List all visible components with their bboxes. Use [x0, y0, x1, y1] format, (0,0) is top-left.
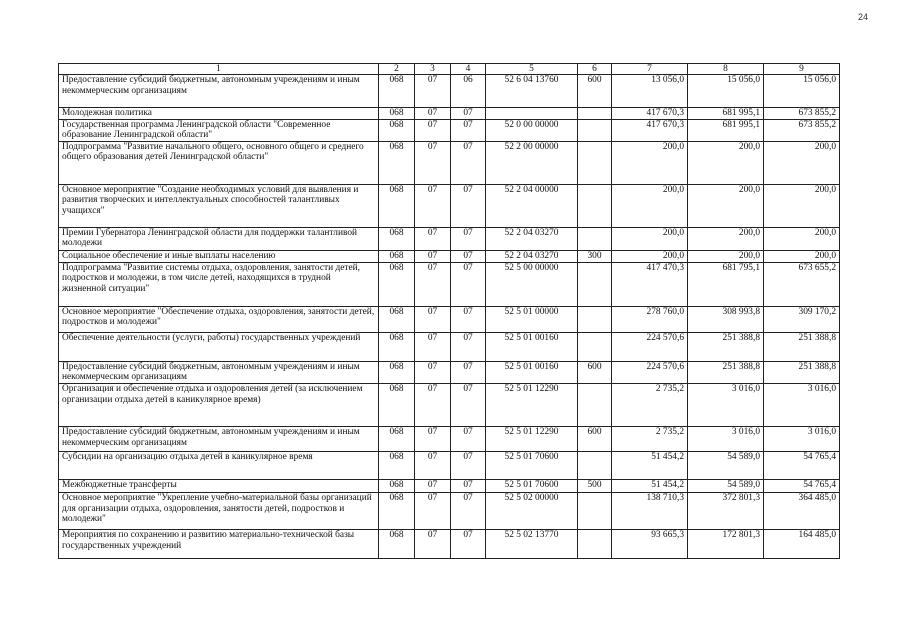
row-name-cell: Государственная программа Ленинградской области "Современное образование Ленинградской области" — [59, 119, 379, 141]
admin-code-cell: 068 — [379, 108, 415, 120]
row-name-cell: Основное мероприятие "Обеспечение отдыха, оздоровления, занятости детей, подростков и молодежи" — [59, 306, 379, 332]
subsection-cell: 07 — [451, 306, 486, 332]
expense-type-cell: 600 — [578, 426, 612, 451]
expense-type-cell: 600 — [578, 75, 612, 108]
subsection-cell: 07 — [451, 479, 486, 492]
admin-code-cell: 068 — [379, 119, 415, 141]
section-cell: 07 — [415, 75, 451, 108]
value-2022-cell: 15 056,0 — [688, 75, 764, 108]
section-cell: 07 — [415, 479, 451, 492]
admin-code-cell: 068 — [379, 426, 415, 451]
section-cell: 07 — [415, 383, 451, 426]
admin-code-cell: 068 — [379, 383, 415, 426]
target-article-cell: 52 5 01 70600 — [486, 451, 578, 479]
admin-code-cell: 068 — [379, 492, 415, 529]
table-row — [59, 426, 840, 451]
subsection-cell: 07 — [451, 262, 486, 306]
section-cell: 07 — [415, 250, 451, 262]
subsection-cell: 07 — [451, 492, 486, 529]
value-2021-cell: 200,0 — [612, 141, 688, 184]
target-article-cell: 52 2 04 03270 — [486, 227, 578, 250]
admin-code-cell: 068 — [379, 184, 415, 227]
expense-type-cell — [578, 492, 612, 529]
expense-type-cell: 300 — [578, 250, 612, 262]
target-article-cell: 52 5 00 00000 — [486, 262, 578, 306]
row-name-cell: Субсидии на организацию отдыха детей в каникулярное время — [59, 451, 379, 479]
target-article-cell: 52 5 01 70600 — [486, 479, 578, 492]
row-name-cell: Подпрограмма "Развитие системы отдыха, оздоровления, занятости детей, подростков и молодежи, в том числе детей, находящихся в трудной жизненной ситуации" — [59, 262, 379, 306]
value-2021-cell: 93 665,3 — [612, 529, 688, 558]
value-2023-cell: 3 016,0 — [764, 426, 840, 451]
value-2023-cell: 54 765,4 — [764, 479, 840, 492]
page-number: 24 — [858, 12, 869, 22]
table-row — [59, 479, 840, 492]
table-row — [59, 184, 840, 227]
value-2021-cell: 417 670,3 — [612, 119, 688, 141]
value-2023-cell: 200,0 — [764, 141, 840, 184]
column-header: 3 — [415, 64, 451, 75]
section-cell: 07 — [415, 306, 451, 332]
expense-type-cell — [578, 451, 612, 479]
admin-code-cell: 068 — [379, 332, 415, 361]
value-2023-cell: 54 765,4 — [764, 451, 840, 479]
section-cell: 07 — [415, 262, 451, 306]
section-cell: 07 — [415, 141, 451, 184]
value-2022-cell: 54 589,0 — [688, 479, 764, 492]
admin-code-cell: 068 — [379, 361, 415, 383]
value-2021-cell: 200,0 — [612, 184, 688, 227]
value-2023-cell: 673 855,2 — [764, 119, 840, 141]
subsection-cell: 07 — [451, 119, 486, 141]
value-2023-cell: 673 655,2 — [764, 262, 840, 306]
row-name-cell: Основное мероприятие "Укрепление учебно-материальной базы организаций для организации отдыха, оздоровления, занятости детей, подростков и молодежи" — [59, 492, 379, 529]
admin-code-cell: 068 — [379, 227, 415, 250]
admin-code-cell: 068 — [379, 479, 415, 492]
table-row — [59, 119, 840, 141]
value-2022-cell: 200,0 — [688, 250, 764, 262]
table-row — [59, 529, 840, 558]
value-2021-cell: 51 454,2 — [612, 479, 688, 492]
admin-code-cell: 068 — [379, 75, 415, 108]
row-name-cell: Социальное обеспечение и иные выплаты населению — [59, 250, 379, 262]
value-2022-cell: 54 589,0 — [688, 451, 764, 479]
value-2022-cell: 3 016,0 — [688, 383, 764, 426]
target-article-cell: 52 6 04 13760 — [486, 75, 578, 108]
row-name-cell: Подпрограмма "Развитие начального общего, основного общего и среднего общего образования детей Ленинградской области" — [59, 141, 379, 184]
column-header: 9 — [764, 64, 840, 75]
table-row — [59, 250, 840, 262]
value-2023-cell: 364 485,0 — [764, 492, 840, 529]
subsection-cell: 07 — [451, 361, 486, 383]
value-2021-cell: 417 470,3 — [612, 262, 688, 306]
row-name-cell: Премии Губернатора Ленинградской области для поддержки талантливой молодежи — [59, 227, 379, 250]
subsection-cell: 07 — [451, 332, 486, 361]
value-2022-cell: 372 801,3 — [688, 492, 764, 529]
target-article-cell: 52 5 01 12290 — [486, 426, 578, 451]
subsection-cell: 07 — [451, 250, 486, 262]
budget-table — [58, 63, 840, 559]
expense-type-cell — [578, 141, 612, 184]
table-row — [59, 492, 840, 529]
budget-table-body — [59, 64, 840, 559]
expense-type-cell: 500 — [578, 479, 612, 492]
column-header: 5 — [486, 64, 578, 75]
value-2022-cell: 681 995,1 — [688, 108, 764, 120]
value-2021-cell: 200,0 — [612, 227, 688, 250]
admin-code-cell: 068 — [379, 529, 415, 558]
expense-type-cell — [578, 262, 612, 306]
table-row — [59, 108, 840, 120]
value-2023-cell: 200,0 — [764, 184, 840, 227]
target-article-cell: 52 5 01 00160 — [486, 332, 578, 361]
value-2021-cell: 2 735,2 — [612, 383, 688, 426]
target-article-cell: 52 2 00 00000 — [486, 141, 578, 184]
column-header: 4 — [451, 64, 486, 75]
target-article-cell: 52 5 01 12290 — [486, 383, 578, 426]
admin-code-cell: 068 — [379, 262, 415, 306]
table-row — [59, 451, 840, 479]
target-article-cell: 52 5 01 00160 — [486, 361, 578, 383]
value-2021-cell: 200,0 — [612, 250, 688, 262]
admin-code-cell: 068 — [379, 451, 415, 479]
row-name-cell: Основное мероприятие "Создание необходимых условий для выявления и развития творческих и интеллектуальных способностей талантливых учащихся" — [59, 184, 379, 227]
row-name-cell: Молодежная политика — [59, 108, 379, 120]
row-name-cell: Мероприятия по сохранению и развитию материально-технической базы государственных учреждений — [59, 529, 379, 558]
value-2023-cell: 673 855,2 — [764, 108, 840, 120]
table-row — [59, 75, 840, 108]
table-row — [59, 262, 840, 306]
value-2022-cell: 251 388,8 — [688, 361, 764, 383]
table-row — [59, 361, 840, 383]
subsection-cell: 07 — [451, 141, 486, 184]
column-header: 8 — [688, 64, 764, 75]
expense-type-cell — [578, 227, 612, 250]
table-row — [59, 306, 840, 332]
row-name-cell: Межбюджетные трансферты — [59, 479, 379, 492]
subsection-cell: 07 — [451, 227, 486, 250]
value-2023-cell: 164 485,0 — [764, 529, 840, 558]
expense-type-cell — [578, 306, 612, 332]
target-article-cell: 52 5 02 13770 — [486, 529, 578, 558]
value-2023-cell: 251 388,8 — [764, 361, 840, 383]
value-2021-cell: 278 760,0 — [612, 306, 688, 332]
subsection-cell: 06 — [451, 75, 486, 108]
column-header: 7 — [612, 64, 688, 75]
target-article-cell — [486, 108, 578, 120]
expense-type-cell: 600 — [578, 361, 612, 383]
section-cell: 07 — [415, 108, 451, 120]
subsection-cell: 07 — [451, 529, 486, 558]
value-2022-cell: 172 801,3 — [688, 529, 764, 558]
admin-code-cell: 068 — [379, 306, 415, 332]
row-name-cell: Предоставление субсидий бюджетным, автономным учреждениям и иным некоммерческим организациям — [59, 426, 379, 451]
table-row — [59, 332, 840, 361]
section-cell: 07 — [415, 451, 451, 479]
value-2022-cell: 681 795,1 — [688, 262, 764, 306]
target-article-cell: 52 5 02 00000 — [486, 492, 578, 529]
value-2023-cell: 3 016,0 — [764, 383, 840, 426]
subsection-cell: 07 — [451, 184, 486, 227]
subsection-cell: 07 — [451, 383, 486, 426]
value-2022-cell: 681 995,1 — [688, 119, 764, 141]
admin-code-cell: 068 — [379, 141, 415, 184]
value-2023-cell: 251 388,8 — [764, 332, 840, 361]
section-cell: 07 — [415, 119, 451, 141]
expense-type-cell — [578, 332, 612, 361]
value-2023-cell: 309 170,2 — [764, 306, 840, 332]
section-cell: 07 — [415, 332, 451, 361]
row-name-cell: Предоставление субсидий бюджетным, автономным учреждениям и иным некоммерческим организациям — [59, 75, 379, 108]
expense-type-cell — [578, 383, 612, 426]
table-header-row — [59, 64, 840, 75]
value-2022-cell: 3 016,0 — [688, 426, 764, 451]
value-2022-cell: 200,0 — [688, 141, 764, 184]
value-2021-cell: 224 570,6 — [612, 361, 688, 383]
subsection-cell: 07 — [451, 108, 486, 120]
section-cell: 07 — [415, 529, 451, 558]
column-header: 6 — [578, 64, 612, 75]
section-cell: 07 — [415, 361, 451, 383]
column-header: 1 — [59, 64, 379, 75]
value-2021-cell: 51 454,2 — [612, 451, 688, 479]
value-2022-cell: 200,0 — [688, 184, 764, 227]
value-2022-cell: 308 993,8 — [688, 306, 764, 332]
target-article-cell: 52 2 04 00000 — [486, 184, 578, 227]
value-2022-cell: 200,0 — [688, 227, 764, 250]
value-2021-cell: 2 735,2 — [612, 426, 688, 451]
target-article-cell: 52 0 00 00000 — [486, 119, 578, 141]
subsection-cell: 07 — [451, 451, 486, 479]
target-article-cell: 52 5 01 00000 — [486, 306, 578, 332]
value-2021-cell: 13 056,0 — [612, 75, 688, 108]
target-article-cell: 52 2 04 03270 — [486, 250, 578, 262]
expense-type-cell — [578, 184, 612, 227]
table-row — [59, 227, 840, 250]
expense-type-cell — [578, 529, 612, 558]
section-cell: 07 — [415, 184, 451, 227]
expense-type-cell — [578, 108, 612, 120]
section-cell: 07 — [415, 492, 451, 529]
column-header: 2 — [379, 64, 415, 75]
section-cell: 07 — [415, 227, 451, 250]
value-2023-cell: 200,0 — [764, 227, 840, 250]
row-name-cell: Предоставление субсидий бюджетным, автономным учреждениям и иным некоммерческим организациям — [59, 361, 379, 383]
row-name-cell: Организация и обеспечение отдыха и оздоровления детей (за исключением организации отдыха детей в каникулярное время) — [59, 383, 379, 426]
table-row — [59, 141, 840, 184]
table-row — [59, 383, 840, 426]
value-2022-cell: 251 388,8 — [688, 332, 764, 361]
section-cell: 07 — [415, 426, 451, 451]
expense-type-cell — [578, 119, 612, 141]
admin-code-cell: 068 — [379, 250, 415, 262]
value-2023-cell: 15 056,0 — [764, 75, 840, 108]
value-2023-cell: 200,0 — [764, 250, 840, 262]
subsection-cell: 07 — [451, 426, 486, 451]
row-name-cell: Обеспечение деятельности (услуги, работы) государственных учреждений — [59, 332, 379, 361]
value-2021-cell: 417 670,3 — [612, 108, 688, 120]
value-2021-cell: 224 570,6 — [612, 332, 688, 361]
value-2021-cell: 138 710,3 — [612, 492, 688, 529]
